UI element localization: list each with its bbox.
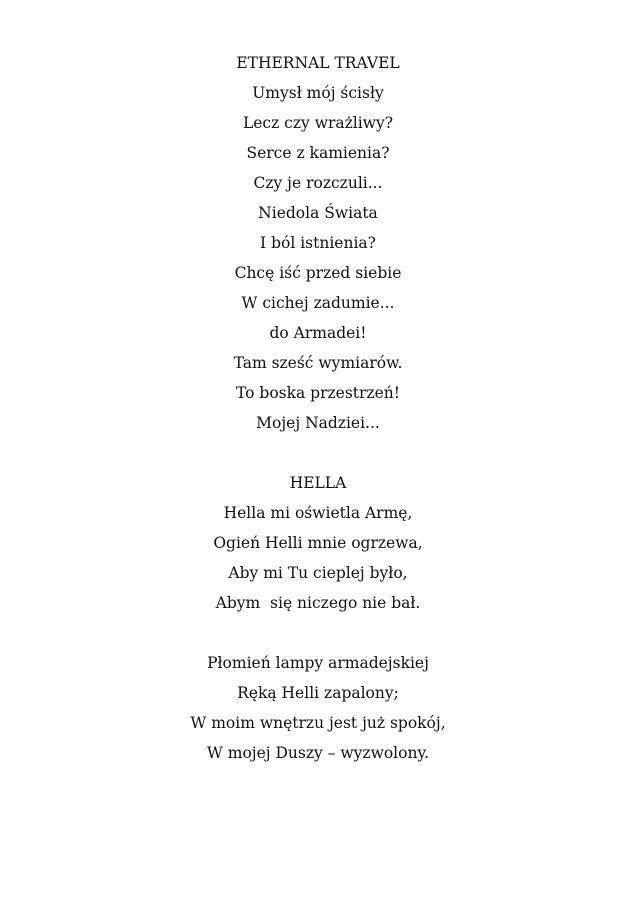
poem-line: W cichej zadumie... bbox=[241, 294, 395, 312]
poem-line: W moim wnętrzu jest już spokój, bbox=[190, 714, 446, 732]
poem-line: Tam sześć wymiarów. bbox=[233, 354, 403, 372]
poem-line: Mojej Nadziei... bbox=[256, 414, 380, 432]
poem-line: I ból istnienia? bbox=[260, 234, 376, 252]
poem-line: do Armadei! bbox=[269, 324, 367, 342]
poem-line: Abym się niczego nie bał. bbox=[215, 594, 421, 612]
poem-line: W mojej Duszy – wyzwolony. bbox=[206, 744, 430, 762]
poem-title: ETHERNAL TRAVEL bbox=[236, 54, 400, 72]
poem-line: Ręką Helli zapalony; bbox=[237, 684, 399, 702]
stanza-spacer bbox=[0, 618, 636, 648]
poem-title: HELLA bbox=[289, 474, 347, 492]
poem-line: Chcę iść przed siebie bbox=[234, 264, 402, 282]
poem-hella bbox=[0, 468, 636, 768]
poem-line: Niedola Świata bbox=[258, 204, 378, 222]
poem-line: Lecz czy wrażliwy? bbox=[242, 114, 394, 132]
poem-line: Hella mi oświetla Armę, bbox=[223, 504, 413, 522]
poem-line: Płomień lampy armadejskiej bbox=[207, 654, 429, 672]
poem-line: Ogień Helli mnie ogrzewa, bbox=[213, 534, 423, 552]
document-page bbox=[0, 48, 636, 768]
poem-line: To boska przestrzeń! bbox=[236, 384, 400, 402]
poem-line: Serce z kamienia? bbox=[246, 144, 390, 162]
poem-line: Aby mi Tu cieplej było, bbox=[228, 564, 408, 582]
poem-line: Umysł mój ścisły bbox=[252, 84, 384, 102]
stanza-spacer bbox=[0, 438, 636, 468]
poem-line: Czy je rozczuli... bbox=[253, 174, 383, 192]
poem-ethernal-travel bbox=[0, 48, 636, 438]
